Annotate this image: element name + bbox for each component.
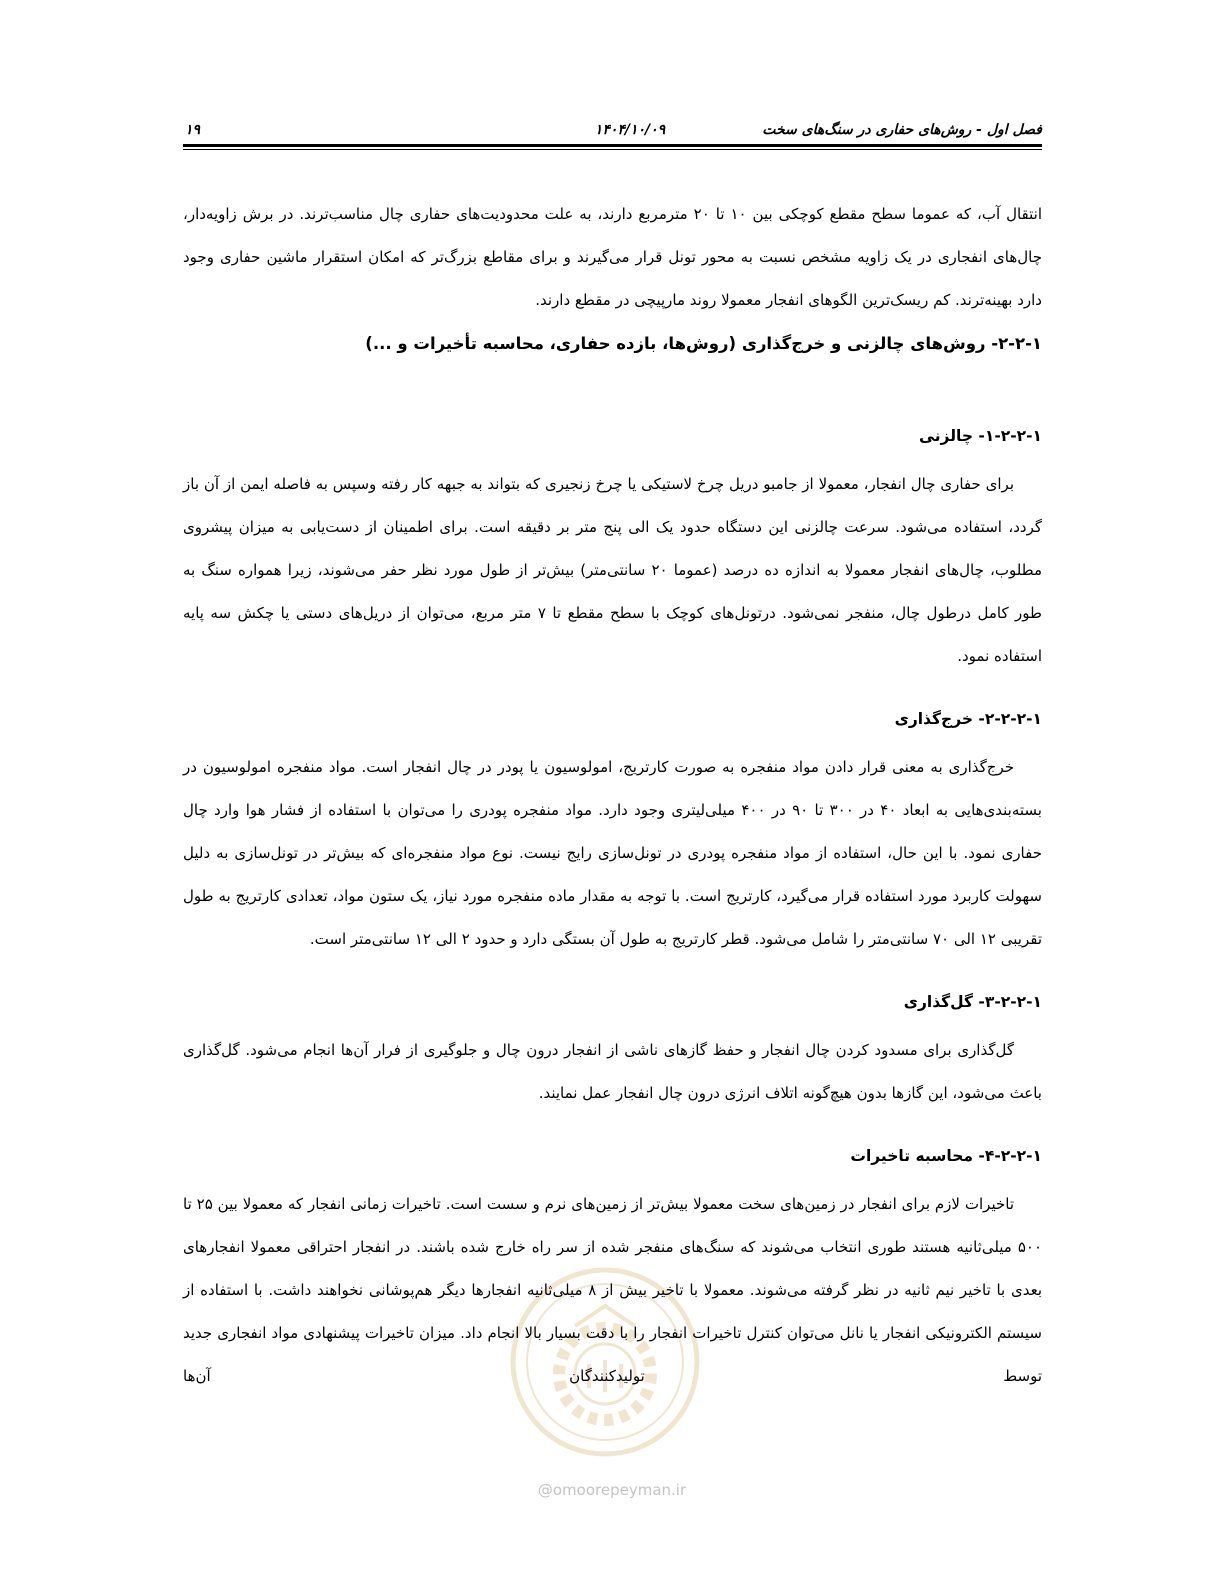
subsection-number: ۱-۲-۲-۴- xyxy=(978,1147,1042,1165)
subsection-heading xyxy=(183,981,1042,1024)
section-title: روش‌های چالزنی و خرج‌گذاری (روش‌ها، بازده حفاری، محاسبه تأخیرات و ...) xyxy=(365,334,986,353)
subsection-number: ۱-۲-۲-۲- xyxy=(978,710,1042,728)
header-double-rule xyxy=(183,144,1042,150)
subsection-title: خرج‌گذاری xyxy=(894,710,974,728)
chapter-title: فصل اول - روش‌های حفاری در سنگ‌های سخت xyxy=(762,122,1042,138)
page-number: ۱۹ xyxy=(185,122,201,138)
subsection-title: چالزنی xyxy=(919,427,974,445)
continuation-paragraph: انتقال آب، که عموما سطح مقطع کوچکی بین ۱۰ تا ۲۰ مترمربع دارند، به علت محدودیت‌های حفاری چال مناسب‌ترند. در برش زاویه‌دار، چال‌های انفجاری در یک زاویه مشخص نسبت به محور تونل قرار می‌گیرند و برای مقاطع بزرگ‌تر که امکان استقرار ماشین حفاری وجود دارد بهینه‌ترند. کم ریسک‌ترین الگوهای انفجار معمولا روند مارپیچی در مقطع دارند. xyxy=(183,205,1043,309)
section-number: ۱-۲-۲- xyxy=(991,334,1042,353)
subsection-title: محاسبه تاخیرات xyxy=(850,1147,974,1165)
subsection-title: گل‌گذاری xyxy=(903,993,974,1011)
subsection-number: ۱-۲-۲-۱- xyxy=(978,427,1042,445)
header-date: ۱۴۰۴/۱۰/۰۹ xyxy=(594,122,666,138)
subsection-stemming xyxy=(183,981,1042,1115)
subsection-delay-calculation xyxy=(183,1135,1042,1398)
document-body xyxy=(183,193,1042,1398)
subsection-paragraph: تاخیرات لازم برای انفجار در زمین‌های سخت معمولا بیش‌تر از زمین‌های نرم و سست است. تاخیرات زمانی انفجار که معمولا بین ۲۵ تا ۵۰۰ میلی‌ثانیه هستند طوری انتخاب می‌شوند که سنگ‌های منفجر شده از سر راه خارج شده باشند. در انفجار احتراقی معمولا انفجارهای بعدی با تاخیر نیم ثانیه در نظر گرفته می‌شوند. معمولا با تاخیر بیش از ۸ میلی‌ثانیه انفجارها دیگر هم‌پوشانی نخواهند داشت. با استفاده از سیستم الکترونیکی انفجار یا نانل می‌توان کنترل تاخیرات انفجار را با دقت بسیار بالا انجام داد. میزان تاخیرات پیشنهادی مواد انفجاری جدید توسط تولیدکنندگان آن‌ها xyxy=(183,1195,1042,1385)
subsection-charging xyxy=(183,698,1042,961)
subsection-drilling xyxy=(183,415,1042,678)
subsection-heading xyxy=(183,698,1042,741)
subsection-paragraph: برای حفاری چال انفجار، معمولا از جامبو دریل چرخ لاستیکی یا چرخ زنجیری که بتواند به جبهه کار رفته وسپس به فاصله ایمن از آن باز گردد، استفاده می‌شود. سرعت چالزنی این دستگاه حدود یک الی پنج متر بر دقیقه است. برای اطمینان از دست‌یابی به میزان پیشروی مطلوب، چال‌های انفجار معمولا به اندازه ده درصد (عموما ۲۰ سانتی‌متر) بیش‌تر از طول مورد نظر حفر می‌شوند، زیرا همواره سنگ به طور کامل درطول چال، منفجر نمی‌شود. درتونل‌های کوچک با سطح مقطع تا ۷ متر مربع، می‌توان از دریل‌های دستی یا چکش سه پایه استفاده نمود. xyxy=(183,475,1042,665)
subsection-heading xyxy=(183,1135,1042,1178)
subsection-heading xyxy=(183,415,1042,458)
subsection-paragraph: گل‌گذاری برای مسدود کردن چال انفجار و حفظ گازهای ناشی از انفجار درون چال و جلوگیری از فرار آن‌ها انجام می‌شود. گل‌گذاری باعث می‌شود، این گازها بدون هیچ‌گونه اتلاف انرژی درون چال انفجار عمل نمایند. xyxy=(183,1041,1042,1102)
watermark-text: @omoorepeyman.ir xyxy=(537,1481,687,1499)
subsection-paragraph: خرج‌گذاری به معنی قرار دادن مواد منفجره به صورت کارتریج، امولوسیون یا پودر در چال انفجار است. مواد منفجره امولوسیون در بسته‌بندی‌هایی به ابعاد ۴۰ در ۳۰۰ تا ۹۰ در ۴۰۰ میلی‌لیتری وجود دارد. مواد منفجره پودری را می‌توان با استفاده از فشار هوا وارد چال حفاری نمود. با این حال، استفاده از مواد منفجره پودری در تونل‌سازی رایج نیست. نوع مواد منفجره‌ای که بیش‌تر در تونل‌سازی به دلیل سهولت کاربرد مورد استفاده قرار می‌گیرد، کارتریج است. با توجه به مقدار ماده منفجره مورد نیاز، یک ستون مواد، تعدادی کارتریج به طول تقریبی ۱۲ الی ۷۰ سانتی‌متر را شامل می‌شود. قطر کارتریج به طول آن بستگی دارد و حدود ۲ الی ۱۲ سانتی‌متر است. xyxy=(183,758,1042,948)
subsection-number: ۱-۲-۲-۳- xyxy=(978,993,1042,1011)
section-heading xyxy=(183,322,1042,365)
